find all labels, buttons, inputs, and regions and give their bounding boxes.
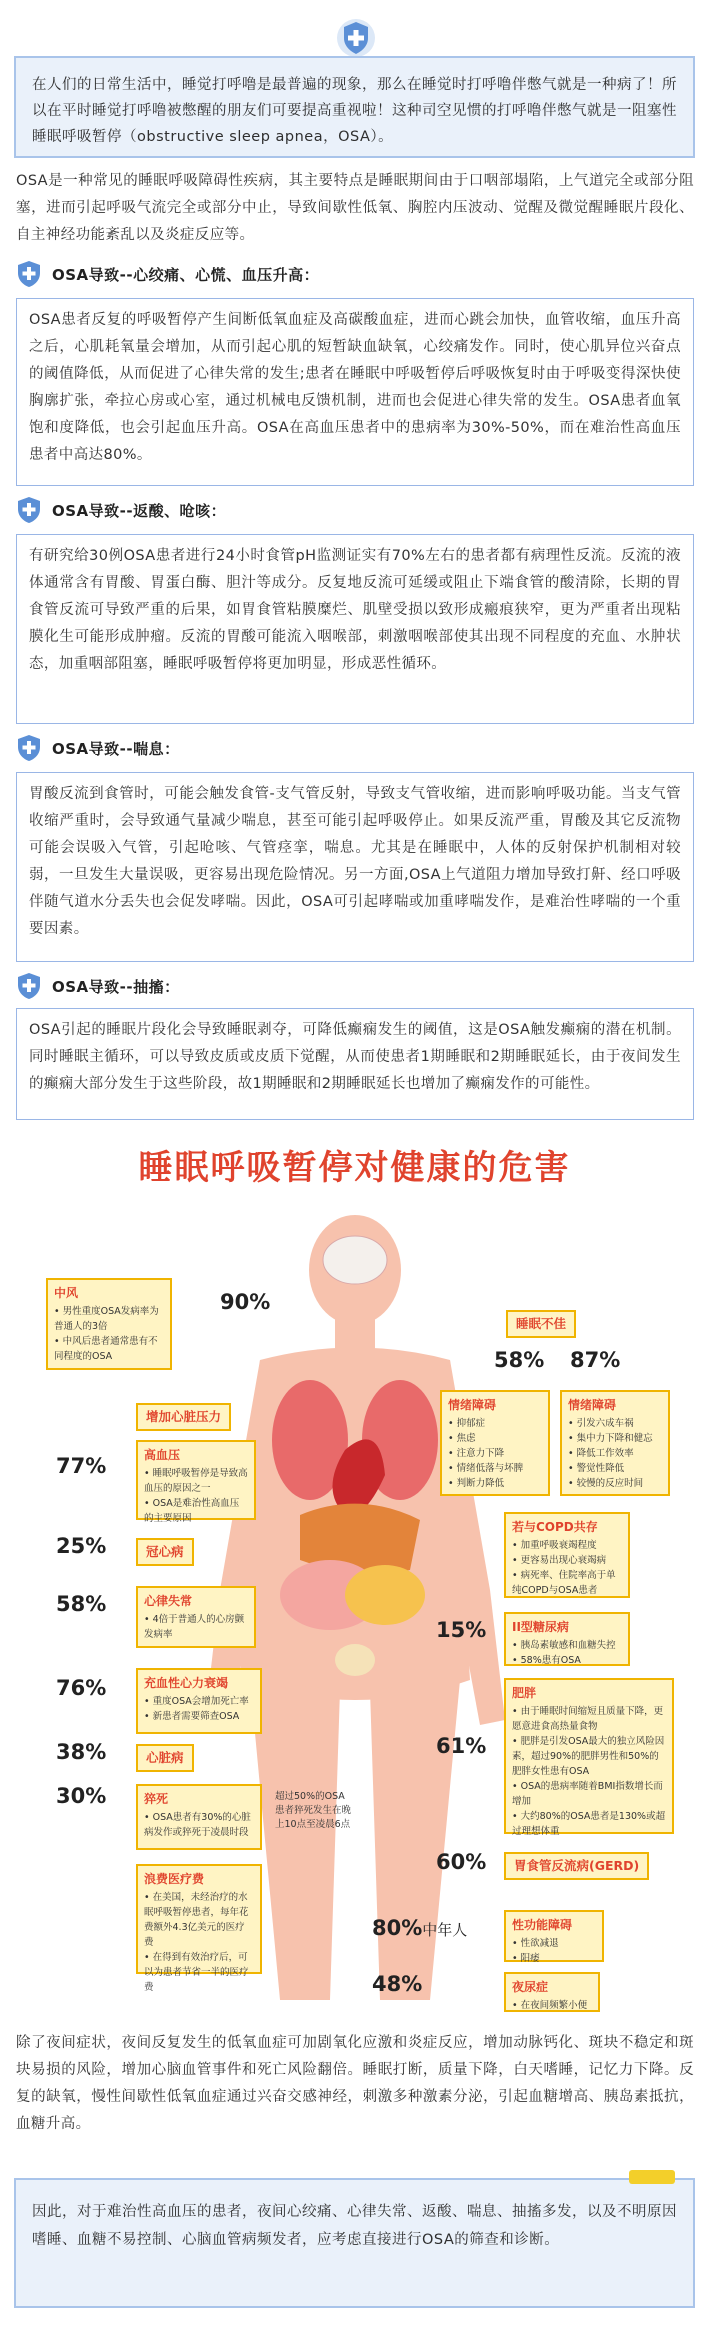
heart-failure-item: • 重度OSA会增加死亡率 <box>144 1694 254 1709</box>
heart-failure-title: 充血性心力衰竭 <box>144 1676 229 1690</box>
diabetes-title: II型糖尿病 <box>512 1620 569 1634</box>
sexual-item: • 性欲减退 <box>512 1936 596 1951</box>
stroke-item: • 中风后患者通常患有不同程度的OSA <box>54 1334 164 1364</box>
sexual-item: • 阳痿 <box>512 1951 596 1966</box>
section-heading-1 <box>16 260 319 288</box>
obesity-item: • 肥胖是引发OSA最大的独立风险因素，超过90%的肥胖男性和50%的肥胖女性患有OSA <box>512 1734 666 1779</box>
obesity-item: • 大约80%的OSA患者是130%或超过理想体重 <box>512 1809 666 1839</box>
center-note: 超过50%的OSA患者猝死发生在晚上10点至凌晨6点 <box>275 1791 352 1830</box>
cognition-item: • 集中力下降和健忘 <box>568 1431 662 1446</box>
sudden-death-pct: 30% <box>56 1784 107 1808</box>
sexual-pct <box>372 1916 467 1940</box>
heart-failure-pct: 76% <box>56 1676 107 1700</box>
hypertension-pct: 77% <box>56 1454 107 1478</box>
mood-item: • 焦虑 <box>448 1431 542 1446</box>
insomnia-pct-1: 58% <box>494 1348 545 1372</box>
heart-failure-box <box>136 1668 262 1734</box>
nocturia-box <box>504 1972 600 2012</box>
section-title: OSA导致--抽搐： <box>52 977 180 996</box>
sexual-pct-suffix: 中年人 <box>422 1921 468 1939</box>
arrhythmia-box <box>136 1586 256 1648</box>
mood-box <box>440 1390 550 1496</box>
shield-plus-icon <box>16 972 42 1000</box>
angina-pct: 25% <box>56 1534 107 1558</box>
shield-plus-icon <box>16 260 42 288</box>
stroke-item: • 男性重度OSA发病率为普通人的3倍 <box>54 1304 164 1334</box>
sudden-death-item: • OSA患者有30%的心脏病发作或猝死于凌晨时段 <box>144 1810 254 1840</box>
section-box-2 <box>16 534 694 724</box>
nocturia-title: 夜尿症 <box>512 1980 549 1994</box>
cost-item: • 在美国，未经治疗的水眠呼吸暂停患者，每年花费额外4.3亿美元的医疗费 <box>144 1890 254 1950</box>
cognition-box <box>560 1390 670 1496</box>
diabetes-item: • 胰岛素敏感和血糖失控 <box>512 1638 622 1653</box>
copd-item: • 加重呼吸衰竭程度 <box>512 1538 622 1553</box>
mood-item: • 注意力下降 <box>448 1446 542 1461</box>
hypertension-box <box>136 1440 256 1524</box>
sexual-box <box>504 1910 604 1962</box>
gerd-tag: 胃食管反流病(GERD) <box>504 1852 649 1880</box>
heart-pressure-tag: 增加心脏压力 <box>136 1403 231 1431</box>
hypertension-item: • OSA是难治性高血压的主要原因 <box>144 1496 248 1526</box>
section-title: OSA导致--返酸、呛咳： <box>52 501 227 520</box>
copd-title: 若与COPD共存 <box>512 1520 598 1534</box>
decorative-bar <box>629 2170 675 2184</box>
section-heading-2 <box>16 496 226 524</box>
copd-item: • 病死率、住院率高于单纯COPD与OSA患者 <box>512 1568 622 1598</box>
sexual-title: 性功能障碍 <box>512 1918 573 1932</box>
conclusion-text: 因此，对于难治性高血压的患者，夜间心绞痛、心律失常、返酸、喘息、抽搐多发，以及不明原因嗜睡、血糖不易控制、心脑血管病频发者，应考虑直接进行OSA的筛查和诊断。 <box>32 2204 677 2248</box>
sudden-death-box <box>136 1784 262 1850</box>
arrhythmia-item: • 4倍于普通人的心房颤发病率 <box>144 1612 248 1642</box>
nocturia-item: • 在夜间频繁小便 <box>512 1998 592 2013</box>
diabetes-box <box>504 1612 630 1666</box>
cognition-item: • 较慢的反应时间 <box>568 1476 662 1491</box>
section-title: OSA导致--喘息： <box>52 739 180 758</box>
cognition-item: • 引发六成车祸 <box>568 1416 662 1431</box>
sudden-death-title: 猝死 <box>144 1792 169 1806</box>
diabetes-item: • 58%患有OSA <box>512 1653 622 1668</box>
section-body: 有研究给30例OSA患者进行24小时食管pH监测证实有70%左右的患者都有病理性反流。反流的液体通常含有胃酸、胃蛋白酶、胆汁等成分。反复地反流可延缓或阻止下端食管的酸清除，长期的胃食管反流可导致严重的后果，如胃食管粘膜糜烂、肌壁受损以致形成瘢痕狭窄，更为严重者出现粘膜化生可能形成肿瘤。反流的胃酸可能流入咽喉部，刺激咽喉部使其出现不同程度的充血、水肿状态，加重咽部阻塞，睡眠呼吸暂停将更加明显，形成恶性循环。 <box>29 548 681 672</box>
section-box-4 <box>16 1008 694 1120</box>
shield-plus-icon <box>16 496 42 524</box>
mood-item: • 抑郁症 <box>448 1416 542 1431</box>
shield-plus-icon <box>336 16 376 60</box>
cardiomyopathy-pct: 38% <box>56 1740 107 1764</box>
conclusion-box <box>14 2178 695 2308</box>
hypertension-title: 高血压 <box>144 1448 181 1462</box>
section-box-3 <box>16 772 694 962</box>
obesity-box <box>504 1678 674 1837</box>
mood-item: • 判断力降低 <box>448 1476 542 1491</box>
section-body: OSA患者反复的呼吸暂停产生间断低氧血症及高碳酸血症，进而心跳会加快，血管收缩，血压升高之后，心肌耗氧量会增加，从而引起心肌的短暂缺血缺氧，心绞痛发作。同时，使心肌异位兴奋点的阈值降低，从而促进了心律失常的发生;患者在睡眠中呼吸暂停后呼吸恢复时由于呼吸变得深快使胸廓扩张，牵拉心房或心室，通过机械电反馈机制，进而也会促进心律失常的发生。OSA患者血氧饱和度降低，也会引起血压升高。OSA在高血压患者中的患病率为30%-50%，而在难治性高血压患者中高达80%。 <box>29 312 681 463</box>
section-title: OSA导致--心绞痛、心慌、血压升高： <box>52 265 320 284</box>
section-body: OSA引起的睡眠片段化会导致睡眠剥夺，可降低癫痫发生的阈值，这是OSA触发癫痫的潜在机制。同时睡眠主循环，可以导致皮质或皮质下觉醒，从而使患者1期睡眠和2期睡眠延长，由于夜间发生的癫痫大部分发生于这些阶段，故1期睡眠和2期睡眠延长也增加了癫痫发作的可能性。 <box>29 1022 681 1092</box>
shield-plus-icon <box>16 734 42 762</box>
section-body: 胃酸反流到食管时，可能会触发食管-支气管反射，导致支气管收缩，进而影响呼吸功能。当支气管收缩严重时，会导致通气量减少喘息，甚至可能引起呼吸停止。如果反流严重，胃酸及其它反流物可能会误吸入气管，引起呛咳、气管痉挛，喘息。尤其是在睡眠中，人体的反射保护机制相对较弱，一旦发生大量误吸，更容易出现危险情况。另一方面,OSA上气道阻力增加导致打鼾、经口呼吸伴随气道水分丢失也会促发哮喘。因此，OSA可引起哮喘或加重哮喘发作，是难治性哮喘的一个重要因素。 <box>29 786 681 937</box>
section-box-1 <box>16 298 694 486</box>
after-infographic-paragraph: 除了夜间症状，夜间反复发生的低氧血症可加剧氧化应激和炎症反应，增加动脉钙化、斑块不稳定和斑块易损的风险，增加心脑血管事件和死亡风险翻倍。睡眠打断，质量下降，白天嗜睡，记忆力下降。反复的缺氧，慢性间歇性低氧血症通过兴奋交感神经，刺激多种激素分泌，引起血糖增高、胰岛素抵抗，血糖升高。 <box>16 2035 694 2132</box>
cost-box <box>136 1864 262 1993</box>
nocturia-pct: 48% <box>372 1972 423 1996</box>
gerd-pct: 60% <box>436 1850 487 1874</box>
intro-section <box>14 16 695 158</box>
diabetes-pct: 15% <box>436 1618 487 1642</box>
sexual-pct-value: 80% <box>372 1916 423 1940</box>
copd-item: • 更容易出现心衰竭病 <box>512 1553 622 1568</box>
section-heading-3 <box>16 734 180 762</box>
angina-tag: 冠心病 <box>136 1538 194 1566</box>
mood-item: • 情绪低落与坏脾 <box>448 1461 542 1476</box>
infographic-title: 睡眠呼吸暂停对健康的危害 <box>138 1148 571 1188</box>
stroke-box <box>46 1278 172 1370</box>
hypertension-item: • 睡眠呼吸暂停是导致高血压的原因之一 <box>144 1466 248 1496</box>
cardiomyopathy-tag: 心脏病 <box>136 1744 194 1772</box>
definition-paragraph: OSA是一种常见的睡眠呼吸障碍性疾病，其主要特点是睡眠期间由于口咽部塌陷，上气道完全或部分阻塞，进而引起呼吸气流完全或部分中止，导致间歇性低氧、胸腔内压波动、觉醒及微觉醒睡眠片段化、自主神经功能紊乱以及炎症反应等。 <box>16 173 694 243</box>
intro-box <box>14 56 695 158</box>
obesity-pct: 61% <box>436 1734 487 1758</box>
arrhythmia-pct: 58% <box>56 1592 107 1616</box>
infographic <box>0 1120 709 2020</box>
stroke-title: 中风 <box>54 1286 79 1300</box>
mood-title: 情绪障碍 <box>448 1398 497 1412</box>
copd-box <box>504 1512 630 1598</box>
obesity-item: • OSA的患病率随着BMI指数增长而增加 <box>512 1779 666 1809</box>
obesity-item: • 由于睡眠时间缩短且质量下降，更愿意进食高热量食物 <box>512 1704 666 1734</box>
heart-failure-item: • 新患者需要筛查OSA <box>144 1709 254 1724</box>
cognition-item: • 警觉性降低 <box>568 1461 662 1476</box>
obesity-title: 肥胖 <box>512 1686 537 1700</box>
conclusion-section <box>14 2168 695 2318</box>
stroke-pct: 90% <box>220 1290 271 1314</box>
cost-title: 浪费医疗费 <box>144 1872 205 1886</box>
cost-item: • 在得到有效治疗后，可以为患者节省一半的医疗费 <box>144 1950 254 1995</box>
section-heading-4 <box>16 972 180 1000</box>
insomnia-tag: 睡眠不佳 <box>506 1310 576 1338</box>
intro-text: 在人们的日常生活中，睡觉打呼噜是最普遍的现象，那么在睡觉时打呼噜伴憋气就是一种病了！所以在平时睡觉打呼噜被憋醒的朋友们可要提高重视啦！这种司空见惯的打呼噜伴憋气就是一阻塞性睡眠呼吸暂停（obstructive sleep apnea，OSA）。 <box>32 77 677 145</box>
cognition-item: • 降低工作效率 <box>568 1446 662 1461</box>
cognition-title: 情绪障碍 <box>568 1398 617 1412</box>
insomnia-pct-2: 87% <box>570 1348 621 1372</box>
arrhythmia-title: 心律失常 <box>144 1594 193 1608</box>
